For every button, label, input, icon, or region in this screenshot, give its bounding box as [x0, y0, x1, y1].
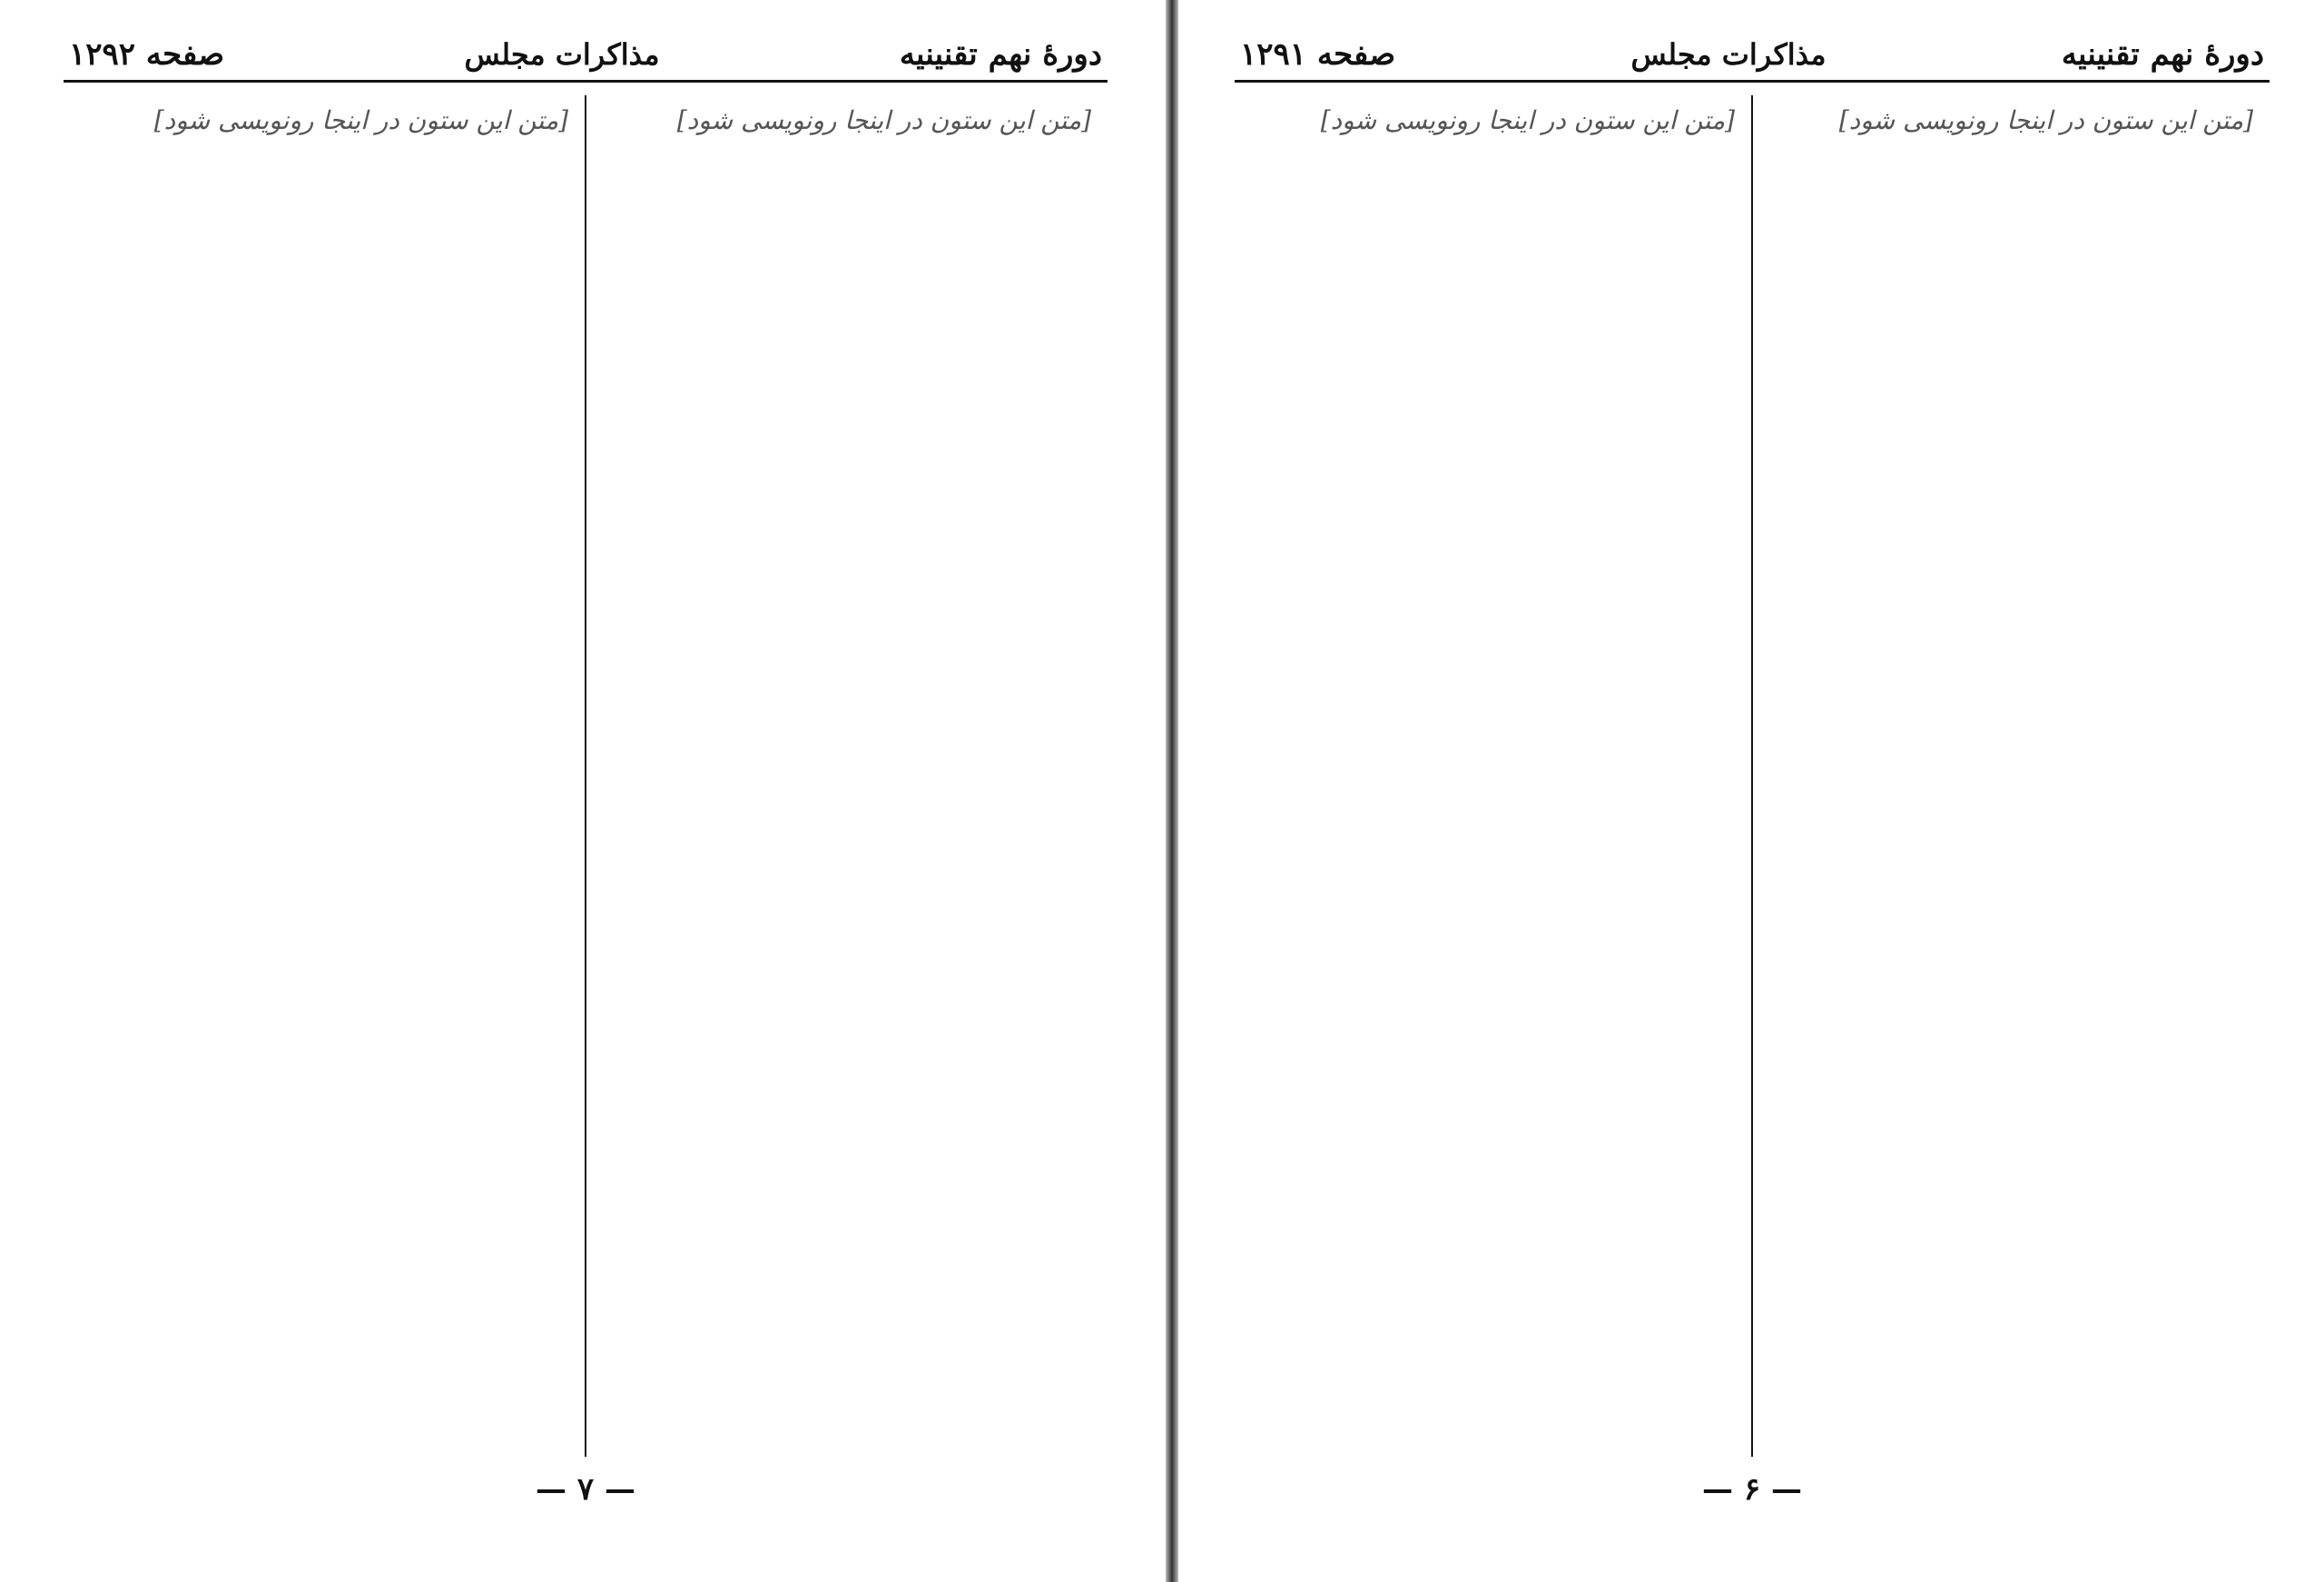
left-header-session: دورهٔ نهم تقنینیه [899, 36, 1102, 73]
book-gutter [1166, 0, 1178, 1582]
left-header-page-number: صفحه ۱۲۹۲ [69, 36, 225, 73]
right-page-header [1235, 36, 2270, 83]
left-page-columns [64, 95, 1108, 1457]
right-header-title: مذاکرات مجلس [1630, 37, 1827, 72]
left-page-column-1: [متن این ستون در اینجا رونویسی شود] [676, 105, 1091, 135]
left-header-title: مذاکرات مجلس [464, 37, 660, 72]
left-page-header [64, 36, 1108, 83]
right-page-column-2: [متن این ستون در اینجا رونویسی شود] [1235, 95, 1753, 1457]
right-page-footer: — ۶ — [1702, 1471, 1802, 1508]
right-page-column-1: [متن این ستون در اینجا رونویسی شود] [1838, 105, 2253, 135]
right-header-page-number: صفحه ۱۲۹۱ [1240, 36, 1396, 73]
left-page-footer: — ۷ — [536, 1471, 635, 1508]
left-page-column-2: [متن این ستون در اینجا رونویسی شود] [64, 95, 586, 1457]
right-header-session: دورهٔ نهم تقنینیه [2061, 36, 2264, 73]
right-page-columns [1235, 95, 2270, 1457]
right-page [1189, 0, 2324, 1582]
